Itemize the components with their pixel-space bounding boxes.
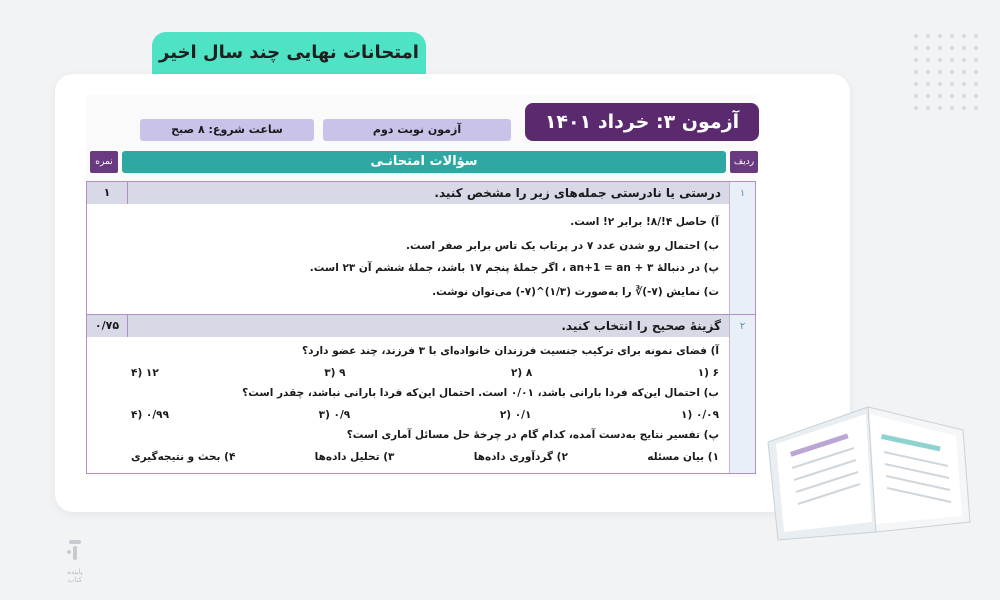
banner-title: امتحانات نهایی چند سال اخیر — [159, 42, 419, 63]
part-c-stem: پ) تفسیر نتایج به‌دست آمده، کدام گام در چرخهٔ حل مسائل آماری است؟ — [346, 429, 719, 441]
part-b-stem: ب) احتمال این‌که فردا بارانی باشد، ۰/۰۱ است. احتمال این‌که فردا بارانی نباشد، چقدر است؟ — [242, 387, 719, 399]
open-book-illustration — [758, 382, 976, 542]
option: ۰/۰۹ (۱ — [681, 409, 719, 421]
question-title: گزینهٔ صحیح را انتخاب کنید. — [127, 315, 729, 337]
question-title: درستی یا نادرستی جمله‌های زیر را مشخص کنید. — [127, 182, 729, 204]
option: ۳) تحلیل داده‌ها — [314, 451, 395, 463]
statement-d: ت) نمایش ‎∛(‎-۷‎)‎ را به‌صورت ‎(-۷)‎^(۱/۳) می‌توان نوشت. — [432, 286, 719, 298]
banner-tab — [152, 32, 426, 74]
option: ۱۲ (۴ — [131, 367, 159, 379]
part-a-options — [131, 367, 719, 379]
question-1 — [86, 181, 756, 315]
statement-a: آ) حاصل ‎!۸/!۴‎ برابر ‎!۲‎ است. — [570, 216, 719, 228]
question-2 — [86, 314, 756, 474]
score-label: نمره — [90, 151, 118, 173]
option: ۰/۱ (۲ — [499, 409, 532, 421]
exam-sheet — [86, 95, 756, 477]
option: ۰/۹ (۳ — [318, 409, 351, 421]
part-a-stem: آ) فضای نمونه برای ترکیب جنسیت فرزندان خانواده‌ای با ۳ فرزند، چند عضو دارد؟ — [302, 345, 719, 357]
exam-title: آزمون ۳: خرداد ۱۴۰۱ — [525, 103, 759, 141]
row-label: ردیف — [730, 151, 758, 173]
question-number: ۱ — [729, 182, 755, 314]
option: ۲) گردآوری داده‌ها — [473, 451, 568, 463]
section-title: سؤالات امتحانـی — [122, 151, 726, 173]
publisher-logo — [60, 538, 90, 584]
question-score: ۰/۷۵ — [87, 315, 128, 337]
part-c-options — [131, 451, 719, 463]
question-score: ۱ — [87, 182, 128, 204]
option: ۱) بیان مسئله — [647, 451, 719, 463]
publisher-caption: پاینده کتاب — [67, 568, 83, 584]
decorative-dot-grid — [910, 30, 980, 110]
exam-turn: آزمون نوبت دوم — [323, 119, 511, 141]
question-number: ۲ — [729, 315, 755, 473]
option: ۹ (۳ — [324, 367, 346, 379]
option: ۰/۹۹ (۴ — [131, 409, 169, 421]
statement-c: پ) در دنبالهٔ ‎a‎n+1 = a‎n + ۳ ، اگر جملهٔ پنجم ۱۷ باشد، جملهٔ ششم آن ۲۳ است. — [309, 262, 719, 274]
statement-b: ب) احتمال رو شدن عدد ۷ در پرتاب یک تاس برابر صفر است. — [406, 240, 719, 252]
publisher-logo-icon — [63, 538, 87, 564]
option: ۸ (۲ — [510, 367, 533, 379]
start-time: ساعت شروع: ۸ صبح — [140, 119, 314, 141]
part-b-options — [131, 409, 719, 421]
option: ۶ (۱ — [697, 367, 719, 379]
option: ۴) بحث و نتیجه‌گیری — [131, 451, 236, 463]
